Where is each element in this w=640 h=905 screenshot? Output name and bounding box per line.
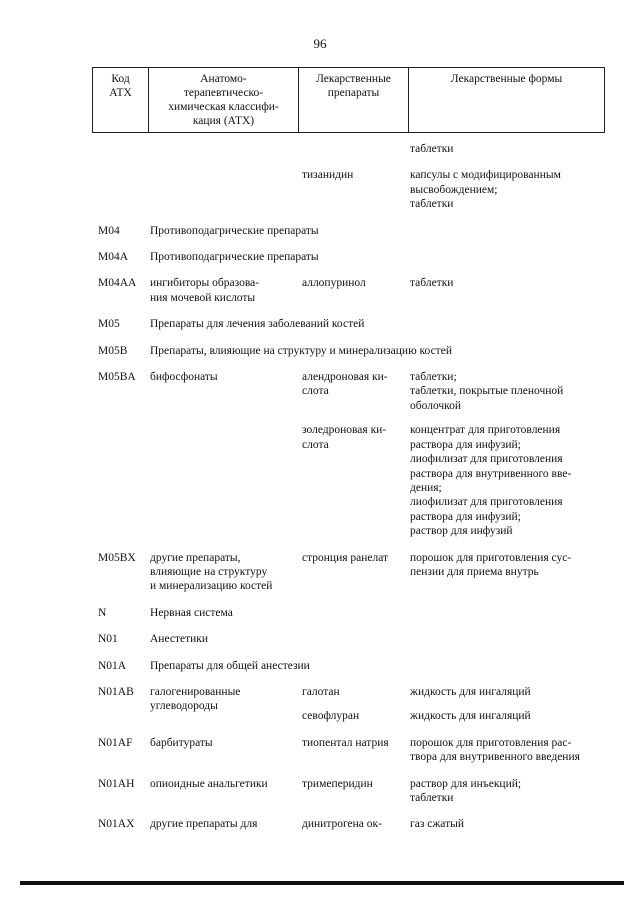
atc-group-name: Нервная система bbox=[150, 606, 233, 619]
atc-code: M05BA bbox=[98, 371, 136, 384]
drug-entry bbox=[298, 423, 604, 538]
atc-code: M05 bbox=[98, 318, 120, 331]
drug-entry bbox=[298, 685, 604, 699]
table-header bbox=[92, 67, 605, 133]
atc-group-name: Противоподагрические препараты bbox=[150, 224, 319, 237]
table-row bbox=[92, 606, 604, 620]
atc-group-name: галогенированные углеводороды bbox=[150, 685, 241, 713]
dosage-forms: жидкость для ингаляций bbox=[410, 710, 531, 723]
atc-group-name: Препараты, влияющие на структуру и минерализацию костей bbox=[150, 344, 452, 357]
footer-rule bbox=[20, 881, 624, 885]
table-row bbox=[92, 317, 604, 331]
drug-name: тизанидин bbox=[302, 169, 354, 182]
drug-name: галотан bbox=[302, 685, 340, 698]
atc-group-name: ингибиторы образова- ния мочевой кислоты bbox=[150, 277, 260, 304]
dosage-forms: таблетки; таблетки, покрытые пленочной оболочкой bbox=[410, 371, 564, 412]
atc-group-name: опиоидные анальгетики bbox=[150, 777, 268, 790]
atc-group-name: Анестетики bbox=[150, 633, 209, 646]
atc-group-name: другие препараты для bbox=[150, 818, 258, 831]
atc-code bbox=[92, 168, 148, 211]
table-row bbox=[92, 276, 604, 305]
drug-list bbox=[298, 370, 604, 538]
dosage-forms: порошок для приготовления рас- твора для внутривенного введения bbox=[410, 736, 580, 764]
drug-entry bbox=[298, 709, 604, 723]
dosage-forms: таблетки bbox=[410, 143, 454, 155]
table-row bbox=[92, 142, 604, 156]
drug-entry bbox=[298, 777, 604, 806]
drug-list bbox=[298, 736, 604, 765]
table-row bbox=[92, 659, 604, 673]
dosage-forms: газ сжатый bbox=[410, 818, 465, 831]
atc-group-name: барбитураты bbox=[150, 736, 213, 749]
drug-name: тиопентал натрия bbox=[302, 736, 389, 749]
page-number: 96 bbox=[313, 36, 327, 51]
atc-code: N01AB bbox=[98, 685, 134, 698]
drug-entry bbox=[298, 551, 604, 580]
atc-group-name: Препараты для общей анестезии bbox=[150, 659, 310, 672]
dosage-forms: концентрат для приготовления раствора для инфузий; лиофилизат для приготовления раствора для внутривенного вве- дения; лиофилизат для приготовления раствора для инфузий; раствор для инфузий bbox=[410, 424, 572, 538]
atc-code: M05B bbox=[98, 344, 128, 357]
drug-list bbox=[298, 817, 604, 831]
atc-code: M04A bbox=[98, 251, 129, 264]
drug-entry bbox=[298, 276, 604, 290]
dosage-forms: жидкость для ингаляций bbox=[410, 685, 531, 698]
atc-code: N01AH bbox=[98, 777, 135, 790]
header-forms: Лекарственные формы bbox=[409, 68, 605, 133]
table-row bbox=[92, 551, 604, 594]
drug-list bbox=[298, 276, 604, 305]
atc-code: N01A bbox=[98, 659, 127, 672]
drug-list bbox=[298, 685, 604, 724]
atc-group-name: другие препараты, влияющие на структуру и минерализацию костей bbox=[150, 551, 273, 593]
atc-group-name bbox=[148, 168, 298, 211]
drug-name: алендроновая ки- слота bbox=[302, 371, 388, 398]
drug-entry bbox=[298, 736, 604, 765]
table-row bbox=[92, 736, 604, 765]
drug-entry bbox=[298, 370, 604, 413]
table-row bbox=[92, 685, 604, 724]
table-row bbox=[92, 777, 604, 806]
drug-name: золедроновая ки- слота bbox=[302, 424, 387, 451]
atc-code: M05BX bbox=[98, 551, 136, 564]
dosage-forms: порошок для приготовления сус- пензии для приема внутрь bbox=[410, 551, 572, 578]
drug-name: тримеперидин bbox=[302, 777, 373, 790]
drug-list bbox=[298, 551, 604, 594]
drug-entry bbox=[298, 817, 604, 831]
table-row bbox=[92, 344, 604, 358]
table-row bbox=[92, 168, 604, 211]
dosage-forms: капсулы с модифицированным высвобождением; таблетки bbox=[410, 169, 561, 211]
atc-group-name: бифосфонаты bbox=[150, 371, 218, 384]
atc-code: N01AF bbox=[98, 736, 133, 749]
table-row bbox=[92, 250, 604, 264]
drug-list bbox=[298, 777, 604, 806]
table-row bbox=[92, 370, 604, 538]
table-body bbox=[92, 142, 604, 844]
atc-group-name: Противоподагрические препараты bbox=[150, 251, 319, 264]
dosage-forms: раствор для инъекций; таблетки bbox=[410, 777, 522, 804]
atc-code: M04AA bbox=[98, 277, 137, 290]
header-classification: Анатомо- терапевтическо- химическая классифи- кация (АТХ) bbox=[149, 68, 299, 133]
dosage-forms: таблетки bbox=[410, 277, 454, 290]
header-drugs: Лекарственные препараты bbox=[299, 68, 409, 133]
drug-name: аллопуринол bbox=[302, 277, 366, 290]
table-row bbox=[92, 817, 604, 831]
table-row bbox=[92, 224, 604, 238]
atc-code: N bbox=[98, 606, 107, 619]
drug-name bbox=[298, 142, 408, 156]
drug-name: динитрогена ок- bbox=[302, 818, 382, 831]
atc-code: N01AX bbox=[98, 818, 135, 831]
atc-code: N01 bbox=[98, 633, 118, 646]
drug-name: севофлуран bbox=[302, 710, 360, 723]
atc-code bbox=[92, 142, 148, 156]
atc-group-name bbox=[148, 142, 298, 156]
atc-code: M04 bbox=[98, 224, 120, 237]
table-row bbox=[92, 632, 604, 646]
atc-group-name: Препараты для лечения заболеваний костей bbox=[150, 318, 365, 331]
drug-name: стронция ранелат bbox=[302, 551, 389, 564]
header-code: Код АТХ bbox=[93, 68, 149, 133]
